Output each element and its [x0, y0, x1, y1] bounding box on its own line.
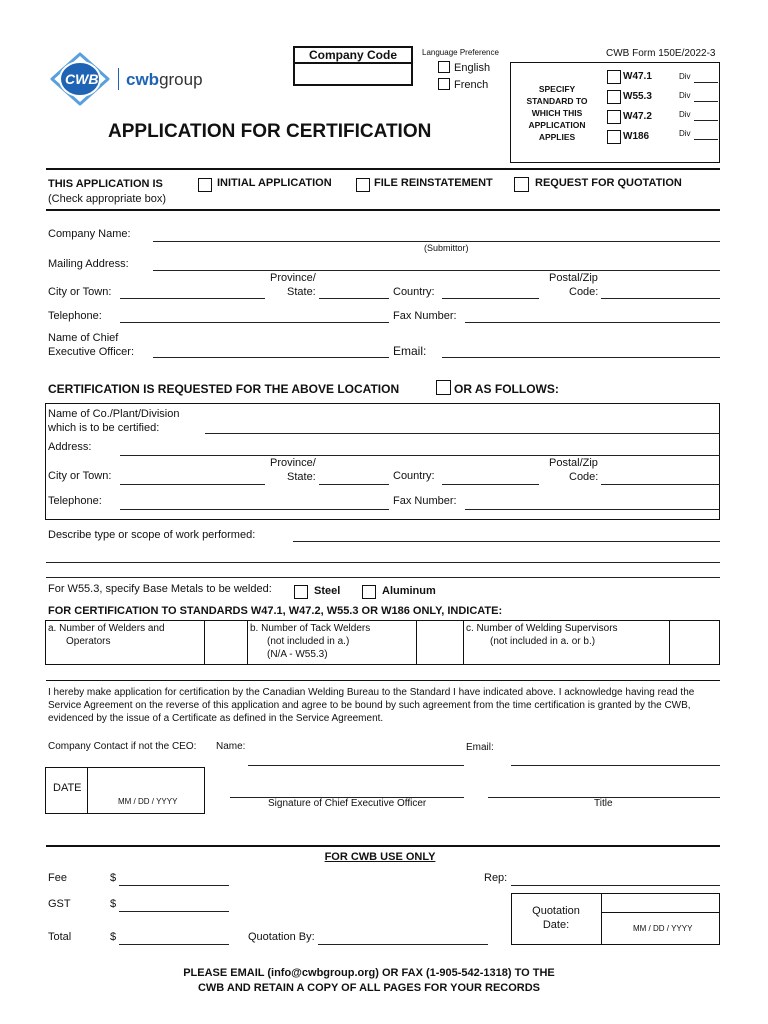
- plant-line[interactable]: [205, 433, 720, 434]
- file-reinstatement-label: FILE REINSTATEMENT: [374, 177, 493, 189]
- gst-label: GST: [48, 898, 71, 910]
- footer-line2: CWB AND RETAIN A COPY OF ALL PAGES FOR YOUR RECORDS: [197, 982, 541, 994]
- email-line[interactable]: [442, 357, 720, 358]
- ceo-label-line1: Name of Chief: [48, 332, 119, 344]
- section-rule: [46, 168, 720, 170]
- scope-label: Describe type or scope of work performed:: [48, 529, 256, 541]
- mailing-address-label: Mailing Address:: [48, 258, 129, 270]
- loc-postal-label: [549, 456, 598, 484]
- quotation-date-line1: Quotation: [532, 905, 580, 917]
- title-label: Title: [594, 798, 613, 809]
- contact-email-line[interactable]: [511, 765, 720, 766]
- date-input[interactable]: [91, 772, 201, 792]
- loc-province-line1: Province/: [270, 457, 316, 469]
- request-quotation-label: REQUEST FOR QUOTATION: [535, 177, 682, 189]
- plant-label-line2: which is to be certified:: [48, 422, 160, 434]
- counts-divider: [669, 620, 670, 665]
- steel-label: Steel: [314, 585, 341, 597]
- loc-fax-label: Fax Number:: [393, 495, 457, 507]
- language-label: Language Preference: [422, 48, 499, 57]
- loc-telephone-line[interactable]: [120, 509, 389, 510]
- aluminum-label: Aluminum: [382, 585, 436, 597]
- contact-name-label: Name:: [216, 741, 246, 752]
- english-checkbox[interactable]: [438, 61, 450, 73]
- counts-heading: FOR CERTIFICATION TO STANDARDS W47.1, W47.2, W55.3 OR W186 ONLY, INDICATE:: [48, 605, 503, 617]
- country-line[interactable]: [442, 298, 539, 299]
- or-as-follows-label: OR AS FOLLOWS:: [454, 382, 559, 396]
- loc-province-label: [270, 456, 316, 484]
- brand-prefix: cwb: [126, 70, 160, 89]
- application-type-hint: (Check appropriate box): [48, 193, 167, 205]
- tack-welders-line3: (N/A - W55.3): [267, 649, 328, 660]
- address-line[interactable]: [120, 455, 720, 456]
- welders-label-line2: Operators: [66, 636, 111, 647]
- ceo-line[interactable]: [153, 357, 389, 358]
- loc-country-line[interactable]: [442, 484, 539, 485]
- standard-label-w186: W186: [623, 131, 650, 142]
- company-name-line[interactable]: [153, 241, 720, 242]
- loc-city-line[interactable]: [120, 484, 265, 485]
- standard-checkbox-w55-3[interactable]: [607, 90, 621, 104]
- cwb-logo: [48, 52, 112, 106]
- total-currency: $: [110, 931, 117, 943]
- declaration-text: I hereby make application for certification by the Canadian Welding Bureau to the Standard I have indicated above. I acknowledge having read the Service Agreement on the reverse of this application and agree to be bound by such agreement from the time certification is granted by the CWB, evidenced by the issue of a Certificate as defined in the Service Agreement.: [48, 687, 695, 724]
- quotation-by-line[interactable]: [318, 944, 488, 945]
- date-label: DATE: [53, 782, 82, 794]
- loc-postal-line[interactable]: [601, 484, 720, 485]
- div-label: Div: [679, 91, 691, 100]
- mailing-address-line[interactable]: [153, 270, 720, 271]
- gst-currency: $: [110, 898, 117, 910]
- scope-line-1[interactable]: [293, 541, 720, 542]
- ceo-label: [48, 331, 134, 359]
- tack-welders-line2: (not included in a.): [267, 636, 350, 647]
- email-label: Email:: [393, 344, 427, 358]
- initial-application-label: INITIAL APPLICATION: [217, 177, 332, 189]
- location-heading: CERTIFICATION IS REQUESTED FOR THE ABOVE LOCATION: [48, 382, 400, 396]
- brand-suffix: group: [159, 70, 203, 89]
- standard-checkbox-w186[interactable]: [607, 130, 621, 144]
- quotation-date-divider-h: [601, 912, 720, 913]
- company-code-input[interactable]: [297, 66, 409, 82]
- div-label: Div: [679, 129, 691, 138]
- div-line-w55-3[interactable]: [694, 101, 718, 102]
- english-label: English: [454, 62, 491, 74]
- rep-line[interactable]: [511, 885, 720, 886]
- company-name-label: Company Name:: [48, 228, 131, 240]
- base-metals-label: For W55.3, specify Base Metals to be welded:: [48, 583, 272, 595]
- file-reinstatement-checkbox[interactable]: [356, 178, 370, 192]
- initial-application-checkbox[interactable]: [198, 178, 212, 192]
- quotation-date-label: [516, 904, 596, 932]
- fax-line[interactable]: [465, 322, 720, 323]
- request-quotation-checkbox[interactable]: [514, 177, 529, 192]
- fee-line[interactable]: [119, 885, 229, 886]
- counts-divider: [416, 620, 417, 665]
- standard-checkbox-w47-1[interactable]: [607, 70, 621, 84]
- div-line-w47-1[interactable]: [694, 82, 718, 83]
- postal-label-line2: Code:: [569, 286, 599, 298]
- loc-province-line2: State:: [287, 471, 316, 483]
- city-label: City or Town:: [48, 286, 112, 298]
- company-code-label: Company Code: [308, 48, 397, 62]
- plant-label: [48, 407, 179, 435]
- counts-divider: [247, 620, 248, 665]
- rep-label: Rep:: [484, 872, 508, 884]
- telephone-line[interactable]: [120, 322, 389, 323]
- signature-label: Signature of Chief Executive Officer: [268, 798, 427, 809]
- section-rule: [46, 209, 720, 211]
- city-line[interactable]: [120, 298, 265, 299]
- tack-welders-line1: b. Number of Tack Welders: [250, 623, 371, 634]
- company-code-divider: [293, 62, 413, 64]
- or-as-follows-checkbox[interactable]: [436, 380, 451, 395]
- scope-line-2[interactable]: [46, 562, 720, 563]
- total-label: Total: [48, 931, 72, 943]
- tack-welders-label: [250, 622, 370, 661]
- scope-line-3[interactable]: [46, 577, 720, 578]
- supervisors-label: [466, 622, 618, 648]
- tack-welders-count-input[interactable]: [419, 634, 461, 650]
- section-rule: [46, 845, 720, 847]
- supervisors-count-input[interactable]: [672, 634, 718, 650]
- postal-label-line1: Postal/Zip: [549, 272, 598, 284]
- fax-label: Fax Number:: [393, 310, 457, 322]
- supervisors-line1: c. Number of Welding Supervisors: [466, 623, 618, 634]
- plant-label-line1: Name of Co./Plant/Division: [48, 408, 180, 420]
- quotation-by-label: Quotation By:: [248, 931, 315, 943]
- french-checkbox[interactable]: [438, 78, 450, 90]
- contact-name-line[interactable]: [248, 765, 464, 766]
- french-label: French: [454, 79, 489, 91]
- ceo-label-line2: Executive Officer:: [48, 346, 134, 358]
- welders-label-line1: a. Number of Welders and: [48, 623, 165, 634]
- submittor-note: (Submittor): [424, 243, 469, 253]
- loc-country-label: Country:: [393, 470, 435, 482]
- standard-label-w47-2: W47.2: [623, 111, 652, 122]
- fee-label: Fee: [48, 872, 67, 884]
- postal-label: [549, 271, 598, 299]
- gst-line[interactable]: [119, 911, 229, 912]
- address-label: Address:: [48, 441, 92, 453]
- supervisors-line2: (not included in a. or b.): [490, 636, 596, 647]
- page-title: APPLICATION FOR CERTIFICATION: [108, 121, 432, 142]
- brand-name: [126, 70, 203, 90]
- date-format-hint: MM / DD / YYYY: [118, 797, 178, 806]
- specify-label: SPECIFY STANDARD TO WHICH THIS APPLICATION APPLIES: [526, 84, 588, 142]
- standard-checkbox-w47-2[interactable]: [607, 110, 621, 124]
- fee-currency: $: [110, 872, 117, 884]
- div-line-w186[interactable]: [694, 139, 718, 140]
- total-line[interactable]: [119, 944, 229, 945]
- quotation-date-divider-v: [601, 893, 602, 945]
- logo-text: CWB: [65, 71, 99, 87]
- div-label: Div: [679, 72, 691, 81]
- province-line[interactable]: [319, 298, 389, 299]
- loc-fax-line[interactable]: [465, 509, 720, 510]
- counts-divider: [463, 620, 464, 665]
- loc-telephone-label: Telephone:: [48, 495, 102, 507]
- loc-postal-line1: Postal/Zip: [549, 457, 598, 469]
- form-id: CWB Form 150E/2022-3: [606, 48, 716, 59]
- telephone-label: Telephone:: [48, 310, 102, 322]
- footer-line1: PLEASE EMAIL (info@cwbgroup.org) OR FAX (1-905-542-1318) TO THE: [183, 967, 555, 979]
- counts-divider: [204, 620, 205, 665]
- steel-checkbox[interactable]: [294, 585, 308, 599]
- welders-count-input[interactable]: [207, 634, 245, 650]
- div-label: Div: [679, 110, 691, 119]
- div-line-w47-2[interactable]: [694, 120, 718, 121]
- standard-label-w47-1: W47.1: [623, 71, 652, 82]
- contact-label: Company Contact if not the CEO:: [48, 741, 197, 752]
- section-rule: [46, 680, 720, 681]
- quotation-date-line2: Date:: [542, 919, 570, 931]
- contact-email-label: Email:: [466, 742, 494, 753]
- country-label: Country:: [393, 286, 435, 298]
- welders-label: [48, 622, 165, 648]
- province-label-line1: Province/: [270, 272, 316, 284]
- quotation-date-format: MM / DD / YYYY: [633, 924, 693, 933]
- loc-postal-line2: Code:: [569, 471, 599, 483]
- application-type-label: THIS APPLICATION IS: [48, 178, 163, 190]
- province-label-line2: State:: [287, 286, 316, 298]
- date-box-divider: [87, 767, 88, 814]
- postal-line[interactable]: [601, 298, 720, 299]
- office-heading: FOR CWB USE ONLY: [324, 851, 436, 863]
- standard-label-w55-3: W55.3: [623, 91, 652, 102]
- loc-city-label: City or Town:: [48, 470, 112, 482]
- brand-divider: [118, 68, 119, 90]
- loc-province-line[interactable]: [319, 484, 389, 485]
- aluminum-checkbox[interactable]: [362, 585, 376, 599]
- province-label: [270, 271, 316, 299]
